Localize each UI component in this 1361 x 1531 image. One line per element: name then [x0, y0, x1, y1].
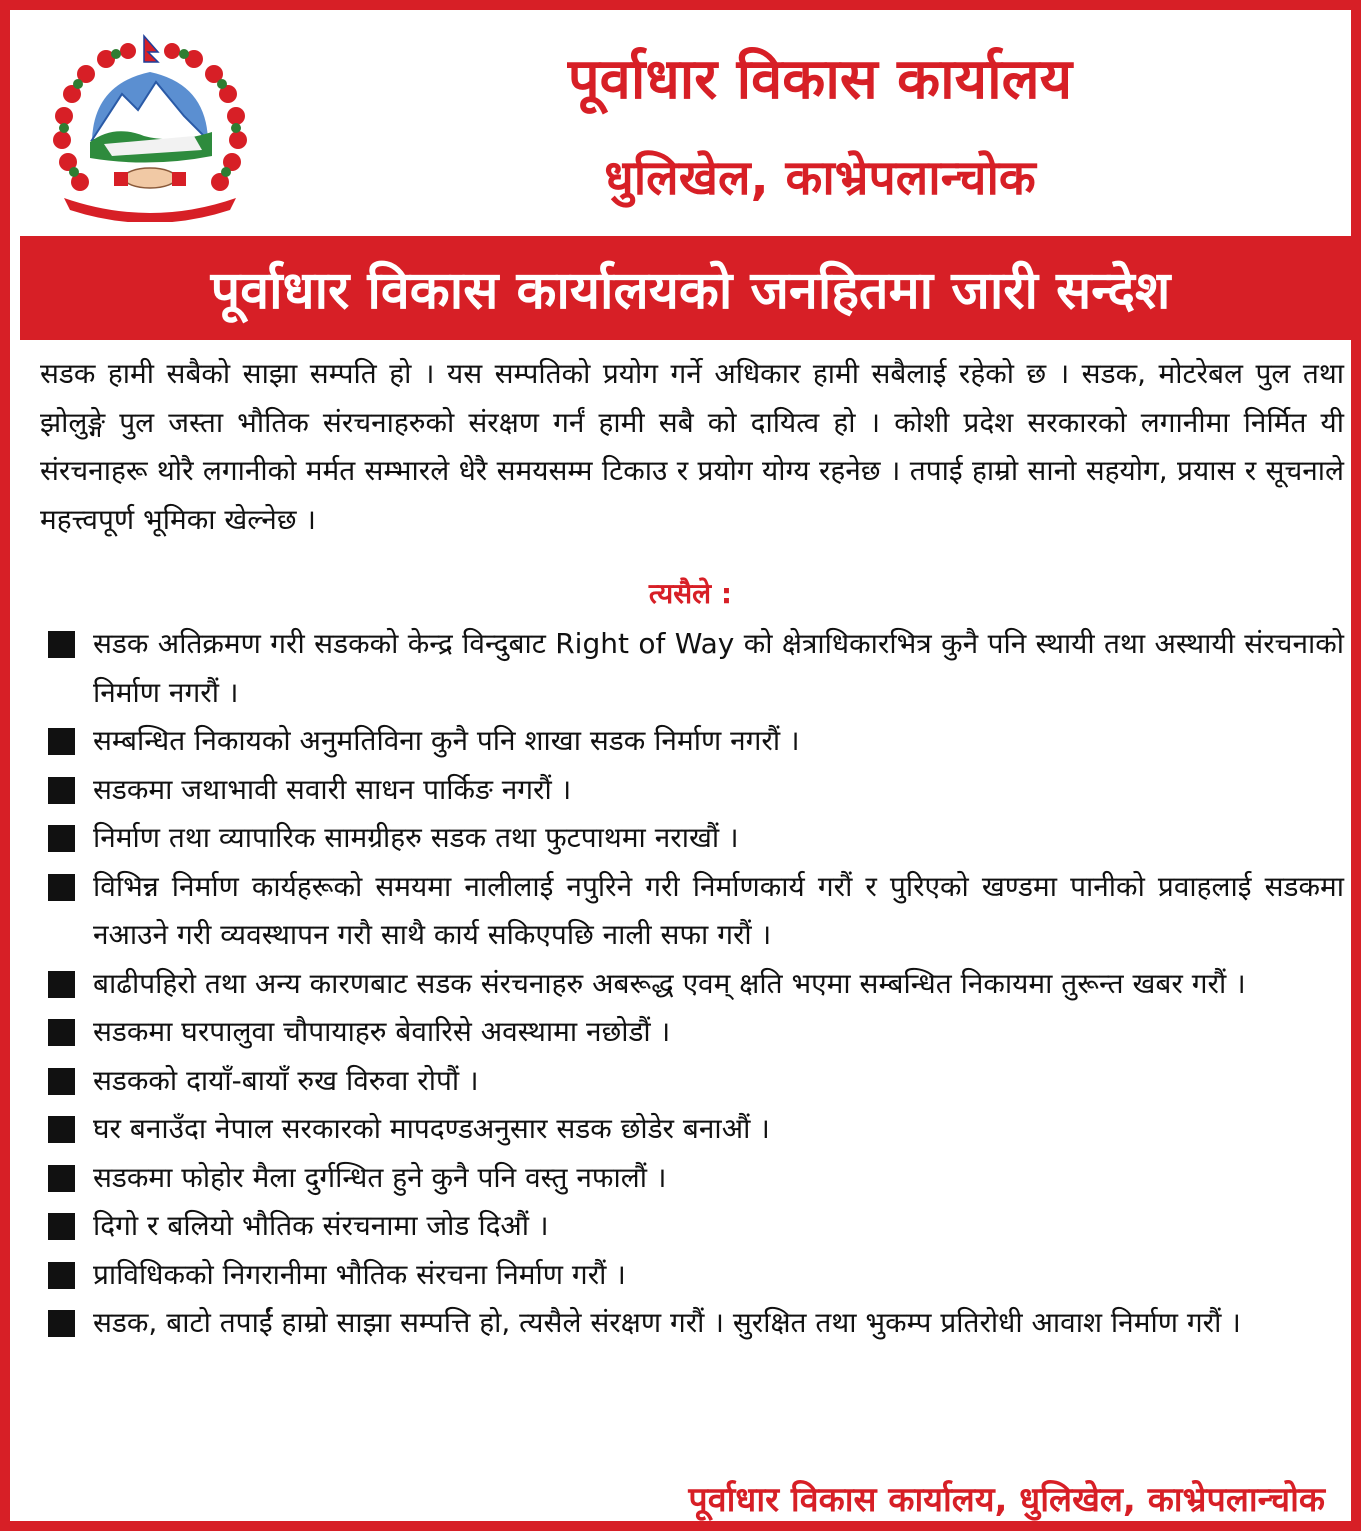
- instruction-text: सडक, बाटो तपाईं हाम्रो साझा सम्पत्ति हो, त्यसैले संरक्षण गरौं । सुरक्षित तथा भुकम्प प्रतिरोधी आवाश निर्माण गरौं ।: [93, 1306, 1241, 1339]
- square-bullet-icon: [48, 777, 75, 804]
- square-bullet-icon: [48, 1116, 75, 1143]
- instruction-item: [48, 1057, 1344, 1106]
- footer-signature: पूर्वाधार विकास कार्यालय, धुलिखेल, काभ्रेपलान्चोक: [688, 1480, 1325, 1520]
- square-bullet-icon: [48, 1165, 75, 1192]
- instruction-text: प्राविधिकको निगरानीमा भौतिक संरचना निर्माण गरौं ।: [93, 1257, 626, 1291]
- instruction-text: सम्बन्धित निकायको अनुमतिविना कुनै पनि शाखा सडक निर्माण नगरौं ।: [93, 724, 800, 757]
- instruction-text: सडकमा फोहोर मैला दुर्गन्धित हुने कुनै पनि वस्तु नफालौं ।: [93, 1160, 667, 1194]
- instruction-text: बाढीपहिरो तथा अन्य कारणबाट सडक संरचनाहरु अबरूद्ध एवम् क्षति भएमा सम्बन्धित निकायमा तुरून्त खबर गरौं ।: [93, 966, 1246, 1000]
- message-banner: पूर्वाधार विकास कार्यालयको जनहितमा जारी सन्देश: [20, 236, 1361, 340]
- instruction-text: निर्माण तथा व्यापारिक सामग्रीहरु सडक तथा फुटपाथमा नराखौं ।: [93, 821, 739, 854]
- instruction-text: विभिन्न निर्माण कार्यहरूको समयमा नालीलाई नपुरिने गरी निर्माणकार्य गरौं र पुरिएको खण्डमा पानीको प्रवाहलाई सडकमा नआउने गरी व्यवस्थापन गरौ साथै कार्य सकिएपछि नाली सफा गरौं ।: [93, 869, 1344, 951]
- instruction-item: [48, 766, 1344, 815]
- instruction-item: [48, 1154, 1344, 1203]
- intro-paragraph: सडक हामी सबैको साझा सम्पति हो । यस सम्पतिको प्रयोग गर्ने अधिकार हामी सबैलाई रहेको छ । सडक, मोटरेबल पुल तथा झोलुङ्गे पुल जस्ता भौतिक संरचनाहरुको संरक्षण गर्नं हामी सबै को दायित्व हो । कोशी प्रदेश सरकारको लगानीमा निर्मित यी संरचनाहरू थोरै लगानीको मर्मत सम्भारले धेरै समयसम्म टिकाउ र प्रयोग योग्य रहनेछ । तपाई हाम्रो सानो सहयोग, प्रयास र सूचनाले महत्त्वपूर्ण भूमिका खेल्नेछ ।: [40, 357, 1344, 536]
- instruction-item: [48, 620, 1344, 717]
- instruction-item: [48, 1251, 1344, 1300]
- instruction-item: [48, 863, 1344, 960]
- office-location: धुलिखेल, काभ्रेपलान्चोक: [604, 150, 1036, 206]
- instruction-item: [48, 960, 1344, 1009]
- instruction-list: [48, 620, 1344, 1348]
- instruction-item: [48, 1202, 1344, 1251]
- square-bullet-icon: [48, 1262, 75, 1289]
- square-bullet-icon: [48, 1310, 75, 1337]
- square-bullet-icon: [48, 1068, 75, 1095]
- square-bullet-icon: [48, 728, 75, 755]
- instruction-item: [48, 1105, 1344, 1154]
- instruction-text: दिगो र बलियो भौतिक संरचनामा जोड दिऔं ।: [93, 1209, 549, 1242]
- square-bullet-icon: [48, 1213, 75, 1240]
- office-title: पूर्वाधार विकास कार्यालय: [567, 47, 1073, 112]
- instruction-text: सडकको दायाँ-बायाँ रुख विरुवा रोपौं ।: [93, 1063, 479, 1097]
- nepal-government-emblem: [34, 32, 266, 222]
- square-bullet-icon: [48, 874, 75, 901]
- square-bullet-icon: [48, 631, 75, 658]
- square-bullet-icon: [48, 1019, 75, 1046]
- instruction-item: [48, 1008, 1344, 1057]
- therefore-label: त्यसैले :: [648, 577, 733, 610]
- instruction-item: [48, 1299, 1344, 1348]
- instruction-text: घर बनाउँदा नेपाल सरकारको मापदण्डअनुसार सडक छोडेर बनाऔं ।: [93, 1112, 770, 1145]
- square-bullet-icon: [48, 825, 75, 852]
- instruction-text: सडक अतिक्रमण गरी सडकको केन्द्र विन्दुबाट Right of Way को क्षेत्राधिकारभित्र कुनै पनि स्थायी तथा अस्थायी संरचनाको निर्माण नगरौं ।: [93, 627, 1344, 709]
- instruction-text: सडकमा घरपालुवा चौपायाहरु बेवारिसे अवस्थामा नछोडौं ।: [93, 1015, 671, 1048]
- instruction-item: [48, 717, 1344, 766]
- instruction-item: [48, 814, 1344, 863]
- square-bullet-icon: [48, 971, 75, 998]
- instruction-text: सडकमा जथाभावी सवारी साधन पार्किङ नगरौं ।: [93, 772, 572, 806]
